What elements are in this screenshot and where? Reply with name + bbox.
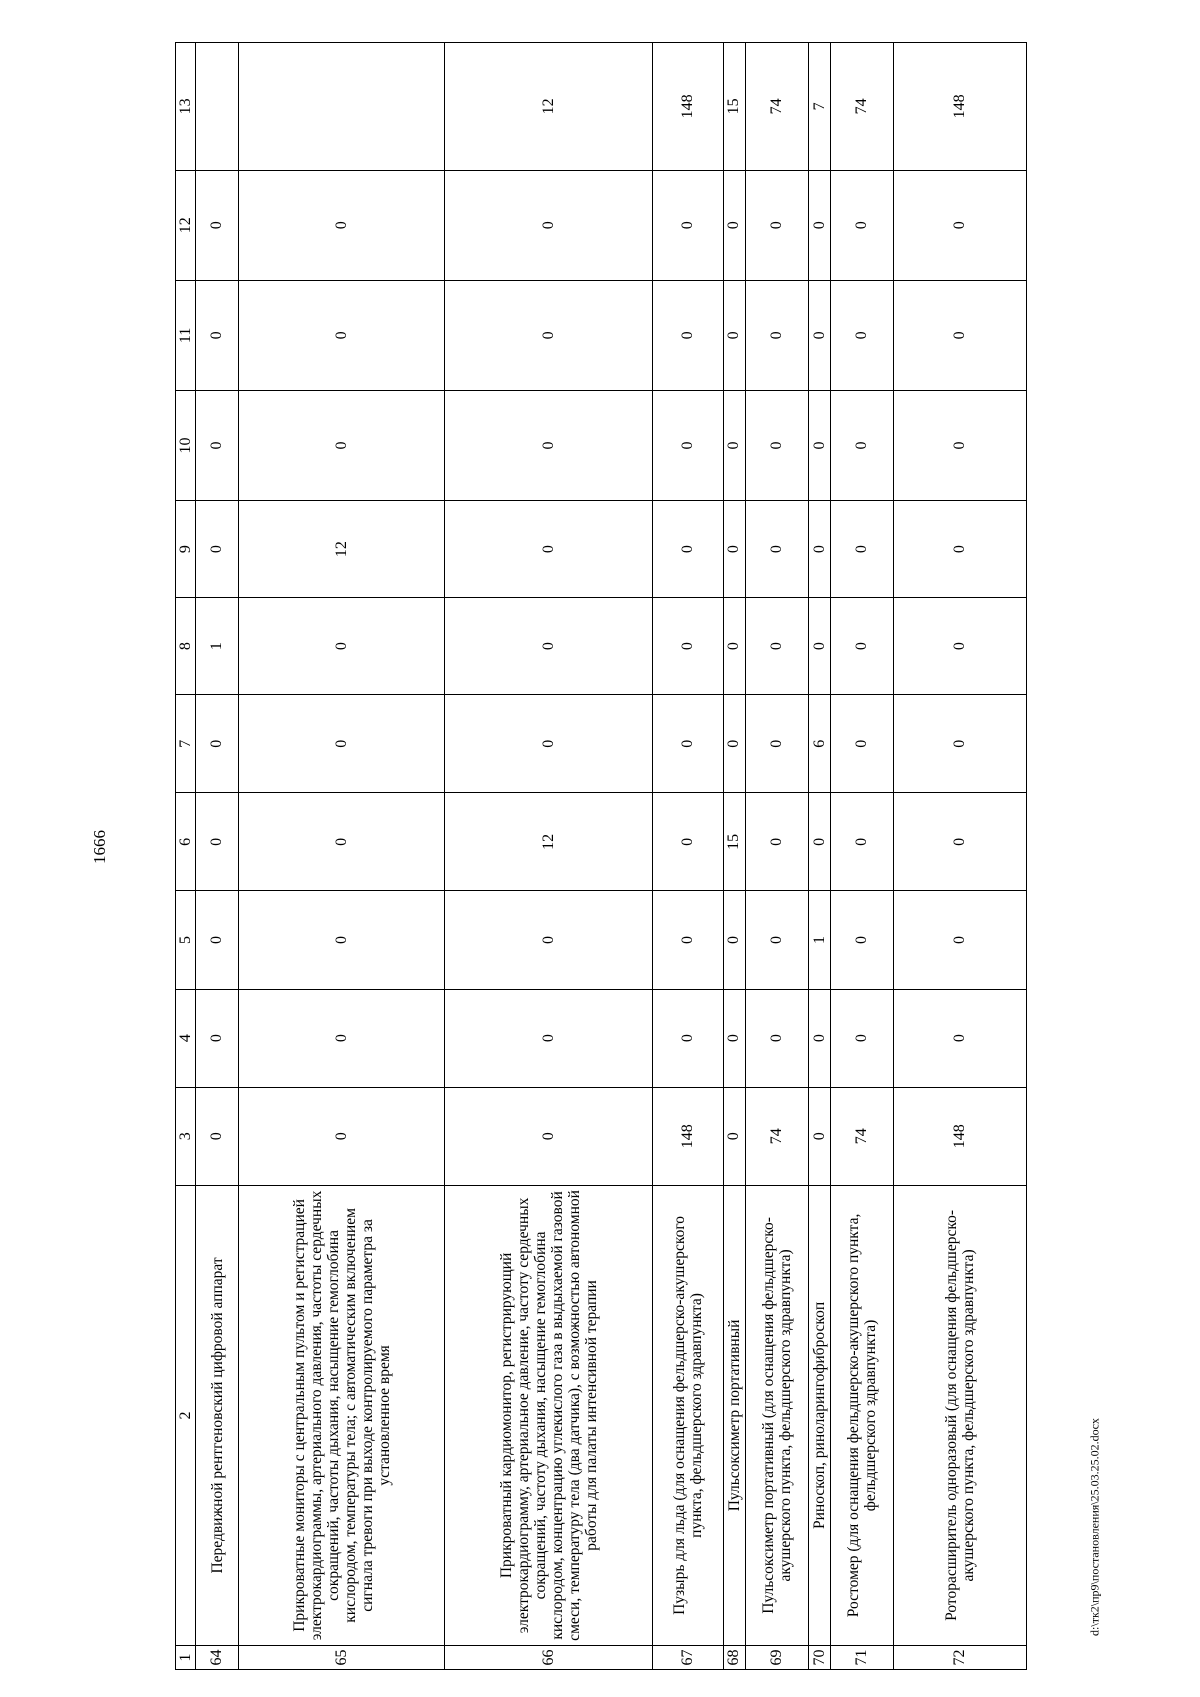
cell-value: 0 bbox=[745, 390, 808, 500]
cell-value: 0 bbox=[723, 598, 745, 695]
cell-value: 0 bbox=[808, 989, 830, 1087]
cell-value: 0 bbox=[239, 1087, 445, 1185]
item-name: Передвижной рентгеновский цифровой аппарат bbox=[196, 1185, 239, 1645]
cell-value: 0 bbox=[893, 598, 1026, 695]
cell-value: 1 bbox=[808, 891, 830, 989]
cell-value: 0 bbox=[723, 891, 745, 989]
cell-value: 0 bbox=[723, 695, 745, 793]
cell-value: 74 bbox=[830, 1087, 893, 1185]
row-number: 64 bbox=[196, 1646, 239, 1670]
cell-value: 0 bbox=[445, 280, 653, 390]
cell-value: 0 bbox=[445, 170, 653, 280]
cell-value: 0 bbox=[893, 695, 1026, 793]
item-name: Риноскоп, риноларингофиброскоп bbox=[808, 1185, 830, 1645]
cell-value: 0 bbox=[239, 989, 445, 1087]
cell-value: 0 bbox=[445, 695, 653, 793]
cell-value: 0 bbox=[653, 891, 723, 989]
equipment-table-container bbox=[175, 42, 1027, 1670]
cell-value: 0 bbox=[893, 280, 1026, 390]
cell-value: 0 bbox=[196, 390, 239, 500]
cell-value: 0 bbox=[893, 501, 1026, 598]
cell-value: 148 bbox=[653, 1087, 723, 1185]
cell-value: 0 bbox=[723, 989, 745, 1087]
cell-value: 0 bbox=[445, 891, 653, 989]
cell-value bbox=[196, 43, 239, 171]
cell-value: 15 bbox=[723, 43, 745, 171]
cell-value: 0 bbox=[893, 891, 1026, 989]
cell-value: 0 bbox=[196, 501, 239, 598]
cell-value: 0 bbox=[196, 170, 239, 280]
column-header: 1 bbox=[176, 1646, 196, 1670]
cell-value: 0 bbox=[830, 390, 893, 500]
cell-value: 0 bbox=[808, 280, 830, 390]
cell-value: 0 bbox=[239, 891, 445, 989]
cell-value: 0 bbox=[745, 891, 808, 989]
header-row bbox=[176, 43, 196, 1670]
cell-value: 0 bbox=[808, 598, 830, 695]
table-row bbox=[445, 43, 653, 1670]
column-header: 5 bbox=[176, 891, 196, 989]
cell-value: 0 bbox=[808, 1087, 830, 1185]
cell-value: 0 bbox=[830, 170, 893, 280]
cell-value: 0 bbox=[239, 695, 445, 793]
cell-value: 0 bbox=[893, 989, 1026, 1087]
cell-value: 0 bbox=[445, 501, 653, 598]
cell-value: 0 bbox=[745, 170, 808, 280]
item-name: Прикроватные мониторы с центральным пультом и регистрацией электрокардиограммы, артериального давления, частоты сердечных сокращений, частоты дыхания, насыщение гемоглобина кислородом, температуры тела; с автоматическим включением сигнала тревоги при выходе контролируемого параметра за установленное время bbox=[239, 1185, 445, 1645]
cell-value: 1 bbox=[196, 598, 239, 695]
column-header: 6 bbox=[176, 793, 196, 891]
cell-value: 0 bbox=[653, 280, 723, 390]
cell-value: 0 bbox=[830, 501, 893, 598]
cell-value: 0 bbox=[830, 695, 893, 793]
cell-value: 0 bbox=[830, 280, 893, 390]
cell-value: 0 bbox=[239, 280, 445, 390]
cell-value: 0 bbox=[239, 793, 445, 891]
column-header: 12 bbox=[176, 170, 196, 280]
cell-value: 12 bbox=[445, 793, 653, 891]
cell-value: 0 bbox=[830, 891, 893, 989]
cell-value: 0 bbox=[239, 390, 445, 500]
cell-value: 0 bbox=[723, 501, 745, 598]
cell-value: 0 bbox=[830, 989, 893, 1087]
cell-value: 0 bbox=[196, 793, 239, 891]
cell-value: 0 bbox=[830, 793, 893, 891]
cell-value: 0 bbox=[653, 989, 723, 1087]
column-header: 10 bbox=[176, 390, 196, 500]
cell-value: 148 bbox=[893, 1087, 1026, 1185]
cell-value: 0 bbox=[653, 501, 723, 598]
cell-value: 0 bbox=[196, 280, 239, 390]
cell-value: 148 bbox=[893, 43, 1026, 171]
item-name: Пульсоксиметр портативный bbox=[723, 1185, 745, 1645]
cell-value: 0 bbox=[893, 390, 1026, 500]
column-header: 8 bbox=[176, 598, 196, 695]
cell-value: 74 bbox=[830, 43, 893, 171]
cell-value: 0 bbox=[239, 598, 445, 695]
cell-value: 0 bbox=[445, 598, 653, 695]
row-number: 71 bbox=[830, 1646, 893, 1670]
cell-value: 0 bbox=[196, 1087, 239, 1185]
table-row bbox=[893, 43, 1026, 1670]
cell-value: 0 bbox=[723, 170, 745, 280]
cell-value bbox=[239, 43, 445, 171]
cell-value: 12 bbox=[445, 43, 653, 171]
cell-value: 0 bbox=[893, 793, 1026, 891]
cell-value: 0 bbox=[723, 1087, 745, 1185]
cell-value: 0 bbox=[196, 695, 239, 793]
cell-value: 0 bbox=[445, 989, 653, 1087]
cell-value: 0 bbox=[653, 695, 723, 793]
cell-value: 74 bbox=[745, 43, 808, 171]
item-name: Ростомер (для оснащения фельдшерско-акушерского пункта, фельдшерского здравпункта) bbox=[830, 1185, 893, 1645]
cell-value: 0 bbox=[808, 390, 830, 500]
table-row bbox=[745, 43, 808, 1670]
cell-value: 0 bbox=[723, 390, 745, 500]
column-header: 13 bbox=[176, 43, 196, 171]
row-number: 65 bbox=[239, 1646, 445, 1670]
row-number: 68 bbox=[723, 1646, 745, 1670]
row-number: 72 bbox=[893, 1646, 1026, 1670]
table-row bbox=[830, 43, 893, 1670]
cell-value: 0 bbox=[745, 793, 808, 891]
row-number: 69 bbox=[745, 1646, 808, 1670]
column-header: 7 bbox=[176, 695, 196, 793]
cell-value: 0 bbox=[808, 501, 830, 598]
cell-value: 0 bbox=[745, 501, 808, 598]
column-header: 4 bbox=[176, 989, 196, 1087]
cell-value: 15 bbox=[723, 793, 745, 891]
cell-value: 6 bbox=[808, 695, 830, 793]
row-number: 67 bbox=[653, 1646, 723, 1670]
cell-value: 0 bbox=[196, 989, 239, 1087]
cell-value: 0 bbox=[745, 280, 808, 390]
table-row bbox=[808, 43, 830, 1670]
table-row bbox=[723, 43, 745, 1670]
column-header: 3 bbox=[176, 1087, 196, 1185]
cell-value: 0 bbox=[653, 598, 723, 695]
table-row bbox=[239, 43, 445, 1670]
cell-value: 148 bbox=[653, 43, 723, 171]
item-name: Пузырь для льда (для оснащения фельдшерско-акушерского пункта, фельдшерского здравпункта) bbox=[653, 1185, 723, 1645]
cell-value: 0 bbox=[653, 170, 723, 280]
table-row bbox=[653, 43, 723, 1670]
cell-value: 0 bbox=[808, 170, 830, 280]
item-name: Пульсоксиметр портативный (для оснащения фельдшерско-акушерского пункта, фельдшерского здравпункта) bbox=[745, 1185, 808, 1645]
cell-value: 74 bbox=[745, 1087, 808, 1185]
cell-value: 12 bbox=[239, 501, 445, 598]
cell-value: 0 bbox=[745, 598, 808, 695]
cell-value: 0 bbox=[653, 390, 723, 500]
row-number: 66 bbox=[445, 1646, 653, 1670]
cell-value: 0 bbox=[653, 793, 723, 891]
page-number: 1666 bbox=[90, 830, 109, 864]
file-path-footer: d:\тк2\пр9\постановления\25.03.25.02.docx bbox=[1087, 1418, 1102, 1636]
cell-value: 0 bbox=[239, 170, 445, 280]
cell-value: 0 bbox=[196, 891, 239, 989]
column-header: 2 bbox=[176, 1185, 196, 1645]
column-header: 11 bbox=[176, 280, 196, 390]
item-name: Роторасширитель одноразовый (для оснащения фельдшерско-акушерского пункта, фельдшерского здравпункта) bbox=[893, 1185, 1026, 1645]
cell-value: 7 bbox=[808, 43, 830, 171]
cell-value: 0 bbox=[745, 695, 808, 793]
cell-value: 0 bbox=[830, 598, 893, 695]
table-row bbox=[196, 43, 239, 1670]
cell-value: 0 bbox=[723, 280, 745, 390]
cell-value: 0 bbox=[445, 390, 653, 500]
cell-value: 0 bbox=[445, 1087, 653, 1185]
cell-value: 0 bbox=[893, 170, 1026, 280]
column-header: 9 bbox=[176, 501, 196, 598]
equipment-table bbox=[175, 42, 1027, 1670]
item-name: Прикроватный кардиомонитор, регистрирующий электрокардиограмму, артериальное давление, частоту сердечных сокращений, частоту дыхания, насыщение гемоглобина кислородом, концентрацию углекислого газа в выдыхаемой газовой смеси, температуру тела (два датчика), с возможностью автономной работы для палаты интенсивной терапии bbox=[445, 1185, 653, 1645]
cell-value: 0 bbox=[808, 793, 830, 891]
row-number: 70 bbox=[808, 1646, 830, 1670]
cell-value: 0 bbox=[745, 989, 808, 1087]
